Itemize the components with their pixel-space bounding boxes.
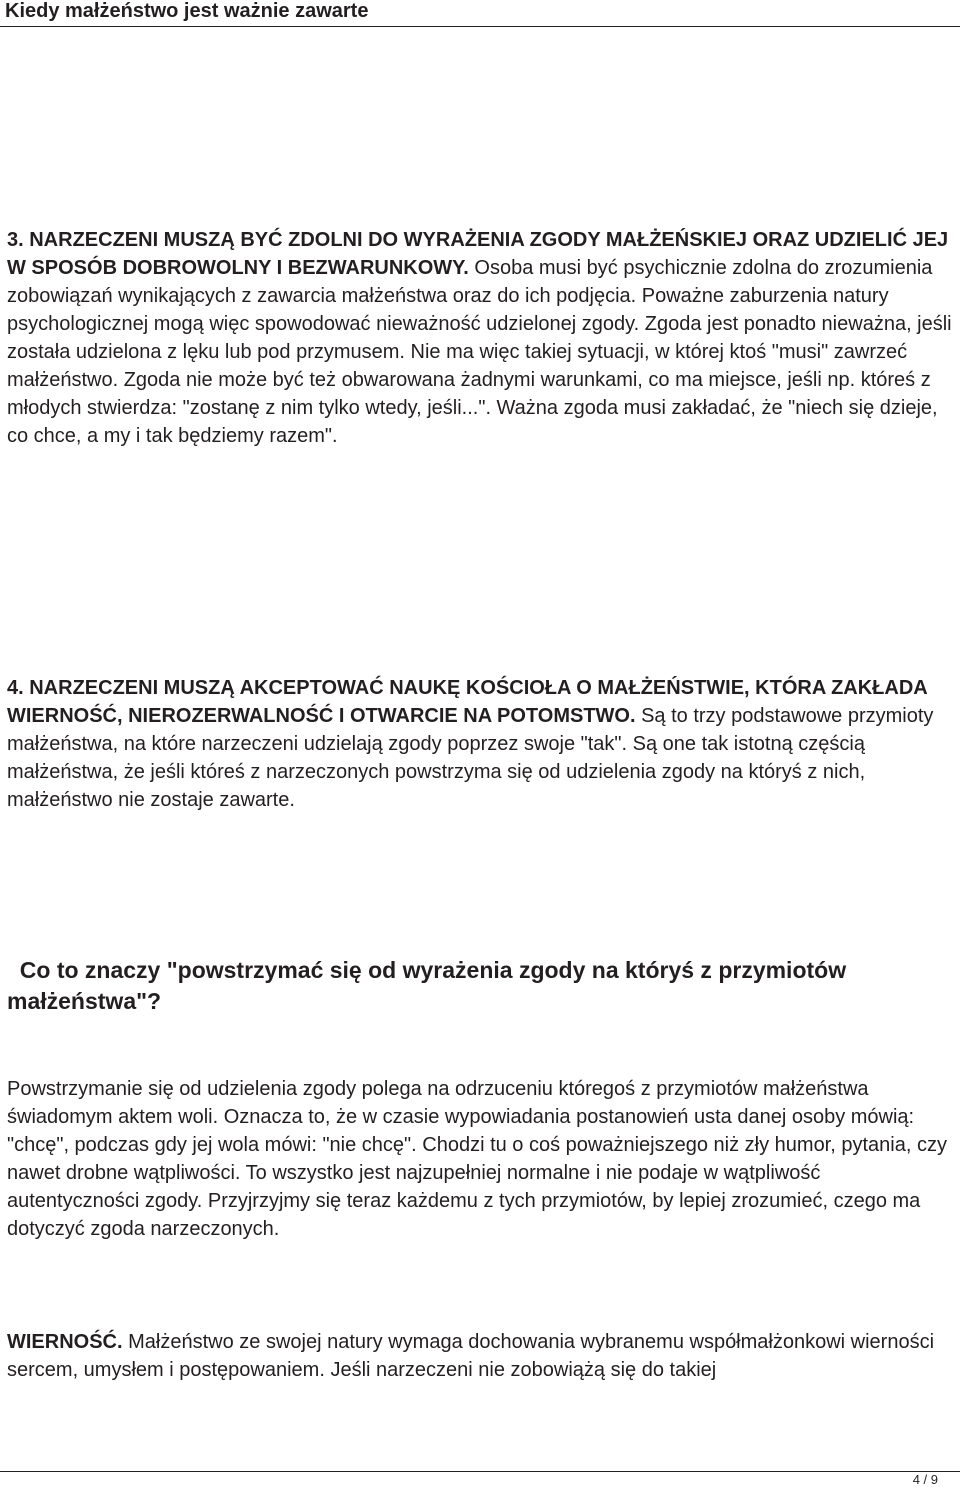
section-3-body: Osoba musi być psychicznie zdolna do zrozumienia zobowiązań wynikających z zawarcia małżeństwa oraz do ich podjęcia. Poważne zaburzenia natury psychologicznej mogą więc spowodować nieważność udzielonej zgody. Zgoda jest ponadto nieważna, jeśli została udzielona z lęku lub pod przymusem. Nie ma więc takiej sytuacji, w której ktoś "musi" zawrzeć małżeństwo. Zgoda nie może być też obwarowana żadnymi warunkami, co ma miejsce, jeśli np. któreś z młodych stwierdza: "zostanę z nim tylko wtedy, jeśli...". Ważna zgoda musi zakładać, że "niech się dzieje, co chce, a my i tak będziemy razem".	[7, 257, 952, 447]
section-3-paragraph	[7, 226, 955, 450]
section-4-paragraph	[7, 674, 955, 814]
section-4-body: Są to trzy podstawowe przymioty małżeństwa, na które narzeczeni udzielają zgody poprzez swoje "tak". Są one tak istotną częścią małżeństwa, że jeśli któreś z narzeczonych powstrzyma się od udzielenia zgody na któryś z nich, małżeństwo nie zostaje zawarte.	[7, 705, 934, 811]
withholding-body: Powstrzymanie się od udzielenia zgody polega na odrzuceniu któregoś z przymiotów małżeństwa świadomym aktem woli. Oznacza to, że w czasie wypowiadania postanowień usta danej osoby mówią: "chcę", podczas gdy jej wola mówi: "nie chcę". Chodzi tu o coś poważniejszego niż zły humor, pytania, czy nawet drobne wątpliwości. To wszystko jest najzupełniej normalne i nie podaje w wątpliwość autentyczności zgody. Przyjrzyjmy się teraz każdemu z tych przymiotów, by lepiej zrozumieć, czego ma dotyczyć zgoda narzeczonych.	[7, 1078, 947, 1240]
document-title: Kiedy małżeństwo jest ważnie zawarte	[5, 0, 369, 22]
section-3-lead: 3. NARZECZENI MUSZĄ BYĆ ZDOLNI DO WYRAŻENIA ZGODY MAŁŻEŃSKIEJ ORAZ UDZIELIĆ JEJ W SPOSÓB DOBROWOLNY I BEZWARUNKOWY.	[7, 229, 949, 279]
page-header	[0, 0, 960, 24]
fidelity-body: Małżeństwo ze swojej natury wymaga dochowania wybranemu współmałżonkowi wierności sercem, umysłem i postępowaniem. Jeśli narzeczeni nie zobowiążą się do takiej	[7, 1331, 935, 1381]
question-heading: Co to znaczy "powstrzymać się od wyrażenia zgody na któryś z przymiotów małżeństwa"?	[7, 957, 853, 1014]
fidelity-lead: WIERNOŚĆ.	[7, 1331, 123, 1353]
withholding-paragraph	[7, 1075, 955, 1243]
header-divider	[0, 26, 960, 27]
fidelity-paragraph	[7, 1328, 955, 1384]
section-4-lead: 4. NARZECZENI MUSZĄ AKCEPTOWAĆ NAUKĘ KOŚCIOŁA O MAŁŻEŃSTWIE, KTÓRA ZAKŁADA WIERNOŚĆ, NIEROZERWALNOŚĆ I OTWARCIE NA POTOMSTWO.	[7, 677, 927, 727]
page-number: 4 / 9	[912, 1472, 938, 1487]
footer-divider	[0, 1471, 960, 1472]
